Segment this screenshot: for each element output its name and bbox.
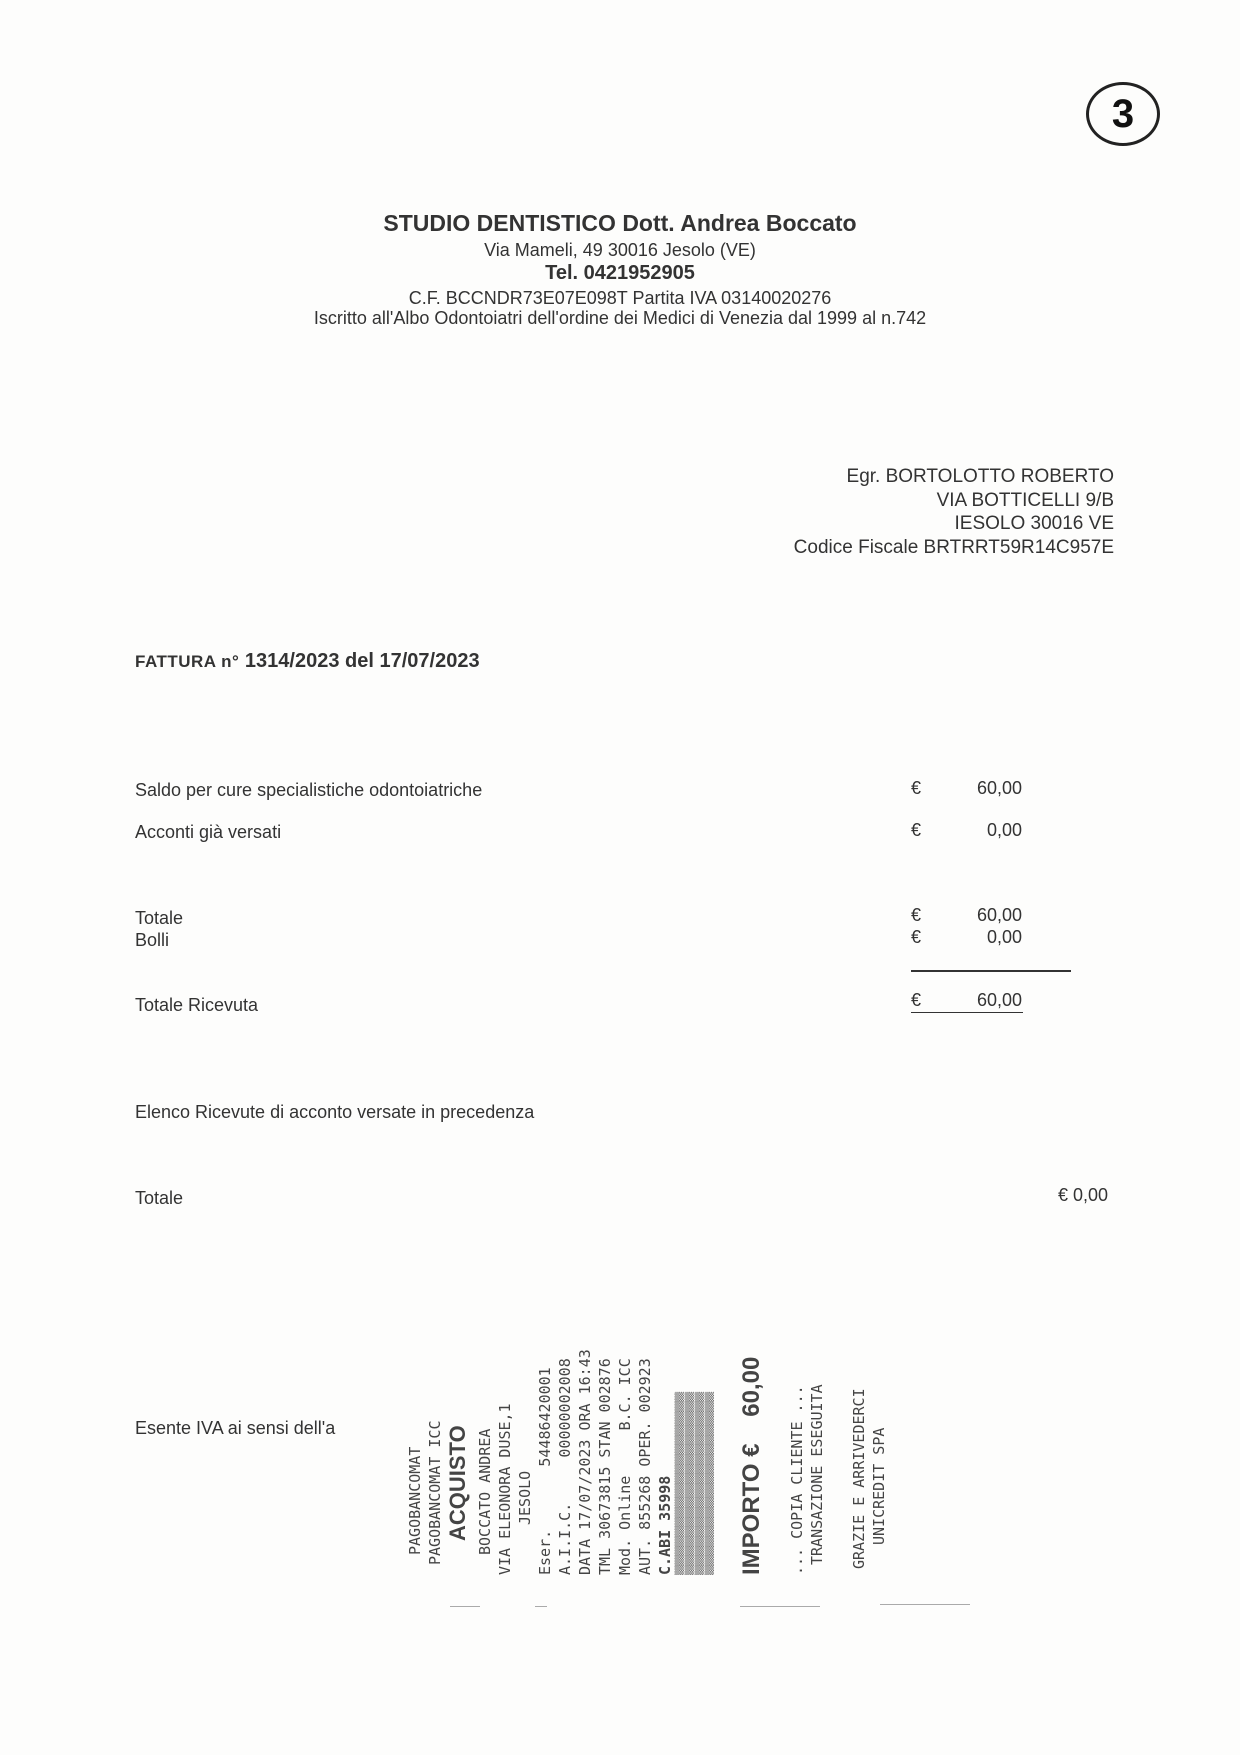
- receipt-line: Eser. 54486420001: [536, 1367, 554, 1575]
- totale-amount: 60,00: [976, 905, 1022, 925]
- studio-albo: Iscritto all'Albo Odontoiatri dell'ordine dei Medici di Venezia dal 1999 al n.742: [313, 308, 927, 328]
- totale-currency: €: [911, 905, 922, 925]
- scan-mark: [740, 1606, 820, 1608]
- receipt-smudge: ▒▒▒▒▒▒▒▒▒▒▒▒▒▒▒▒▒▒▒▒▒▒▒▒▒▒▒▒▒▒▒▒▒▒▒▒▒▒: [685, 1391, 694, 1575]
- invoice-label: FATTURA n°: [135, 652, 240, 671]
- saldo-label: Saldo per cure specialistiche odontoiatriche: [135, 780, 483, 800]
- elenco-label: Elenco Ricevute di acconto versate in precedenza: [135, 1102, 535, 1122]
- receipt-line: AUT. 855268 OPER. 002923: [636, 1358, 654, 1575]
- studio-title: STUDIO DENTISTICO Dott. Andrea Boccato: [383, 210, 857, 236]
- saldo-amount: 60,00: [976, 778, 1022, 798]
- receipt-line: A.I.I.C. 00000002008: [556, 1358, 574, 1575]
- receipt-importo: IMPORTO € 60,00: [738, 1356, 765, 1575]
- receipt-smudge: ▒▒▒▒▒▒▒▒▒▒▒▒▒▒▒▒▒▒▒▒▒▒▒▒▒▒▒▒▒▒▒▒▒▒▒▒▒▒: [705, 1391, 714, 1575]
- elenco-totale-amount: € 0,00: [1057, 1185, 1108, 1205]
- bolli-label: Bolli: [135, 930, 170, 950]
- acconti-label: Acconti già versati: [135, 822, 282, 842]
- receipt-line: C.ABI 35998: [656, 1475, 674, 1575]
- invoice-heading: [135, 650, 480, 673]
- ricevuta-currency: €: [911, 990, 922, 1010]
- receipt-smudge: ▒▒▒▒▒▒▒▒▒▒▒▒▒▒▒▒▒▒▒▒▒▒▒▒▒▒▒▒▒▒▒▒▒▒▒▒▒▒: [695, 1391, 704, 1575]
- ricevuta-underline: [911, 1012, 1023, 1013]
- scan-mark: [450, 1606, 480, 1608]
- receipt-line: VIA ELEONORA DUSE,1: [496, 1403, 514, 1575]
- invoice-del: del: [345, 650, 374, 672]
- receipt-line: Mod. Online B.C. ICC: [616, 1358, 634, 1575]
- scan-mark: [880, 1604, 970, 1606]
- elenco-totale-label: Totale: [135, 1188, 184, 1208]
- esente-iva-note: Esente IVA ai sensi dell'a: [135, 1418, 336, 1438]
- receipt-line: BOCCATO ANDREA: [476, 1428, 494, 1555]
- pos-receipt: [405, 1305, 1025, 1575]
- receipt-line: ACQUISTO: [445, 1425, 470, 1541]
- recipient-cf: Codice Fiscale BRTRRT59R14C957E: [793, 537, 1114, 558]
- receipt-line: PAGOBANCOMAT: [406, 1446, 424, 1555]
- receipt-line: PAGOBANCOMAT ICC: [426, 1420, 444, 1565]
- recipient-street: VIA BOTTICELLI 9/B: [936, 490, 1114, 511]
- invoice-date: 17/07/2023: [379, 650, 480, 672]
- receipt-line: TRANSAZIONE ESEGUITA: [808, 1384, 826, 1565]
- bolli-currency: €: [911, 927, 922, 947]
- receipt-line: TML 30673815 STAN 002876: [596, 1358, 614, 1575]
- scan-mark: [535, 1606, 547, 1608]
- receipt-line: UNICREDIT SPA: [870, 1427, 888, 1545]
- receipt-line: ... COPIA CLIENTE ...: [788, 1385, 806, 1575]
- acconti-currency: €: [911, 820, 922, 840]
- ricevuta-amount: 60,00: [976, 990, 1022, 1010]
- receipt-smudge: ▒▒▒▒▒▒▒▒▒▒▒▒▒▒▒▒▒▒▒▒▒▒▒▒▒▒▒▒▒▒▒▒▒▒▒▒▒▒: [675, 1391, 684, 1575]
- saldo-currency: €: [911, 778, 922, 798]
- totale-label: Totale: [135, 908, 184, 928]
- bolli-amount: 0,00: [986, 927, 1022, 947]
- ricevuta-label: Totale Ricevuta: [135, 995, 259, 1015]
- invoice-number: 1314/2023: [244, 650, 340, 672]
- recipient-name: Egr. BORTOLOTTO ROBERTO: [846, 466, 1114, 487]
- receipt-line: JESOLO: [516, 1470, 534, 1525]
- acconti-amount: 0,00: [986, 820, 1022, 840]
- total-separator: [911, 970, 1071, 972]
- studio-tel: Tel. 0421952905: [545, 262, 695, 284]
- receipt-line: DATA 17/07/2023 ORA 16:43: [576, 1349, 594, 1575]
- recipient-city: IESOLO 30016 VE: [954, 513, 1114, 534]
- studio-address: Via Mameli, 49 30016 Jesolo (VE): [484, 240, 756, 260]
- receipt-line: GRAZIE E ARRIVEDERCI: [850, 1388, 868, 1569]
- page-number-stamp: 3: [1086, 82, 1160, 146]
- studio-fiscal: C.F. BCCNDR73E07E098T Partita IVA 03140020276: [408, 288, 832, 308]
